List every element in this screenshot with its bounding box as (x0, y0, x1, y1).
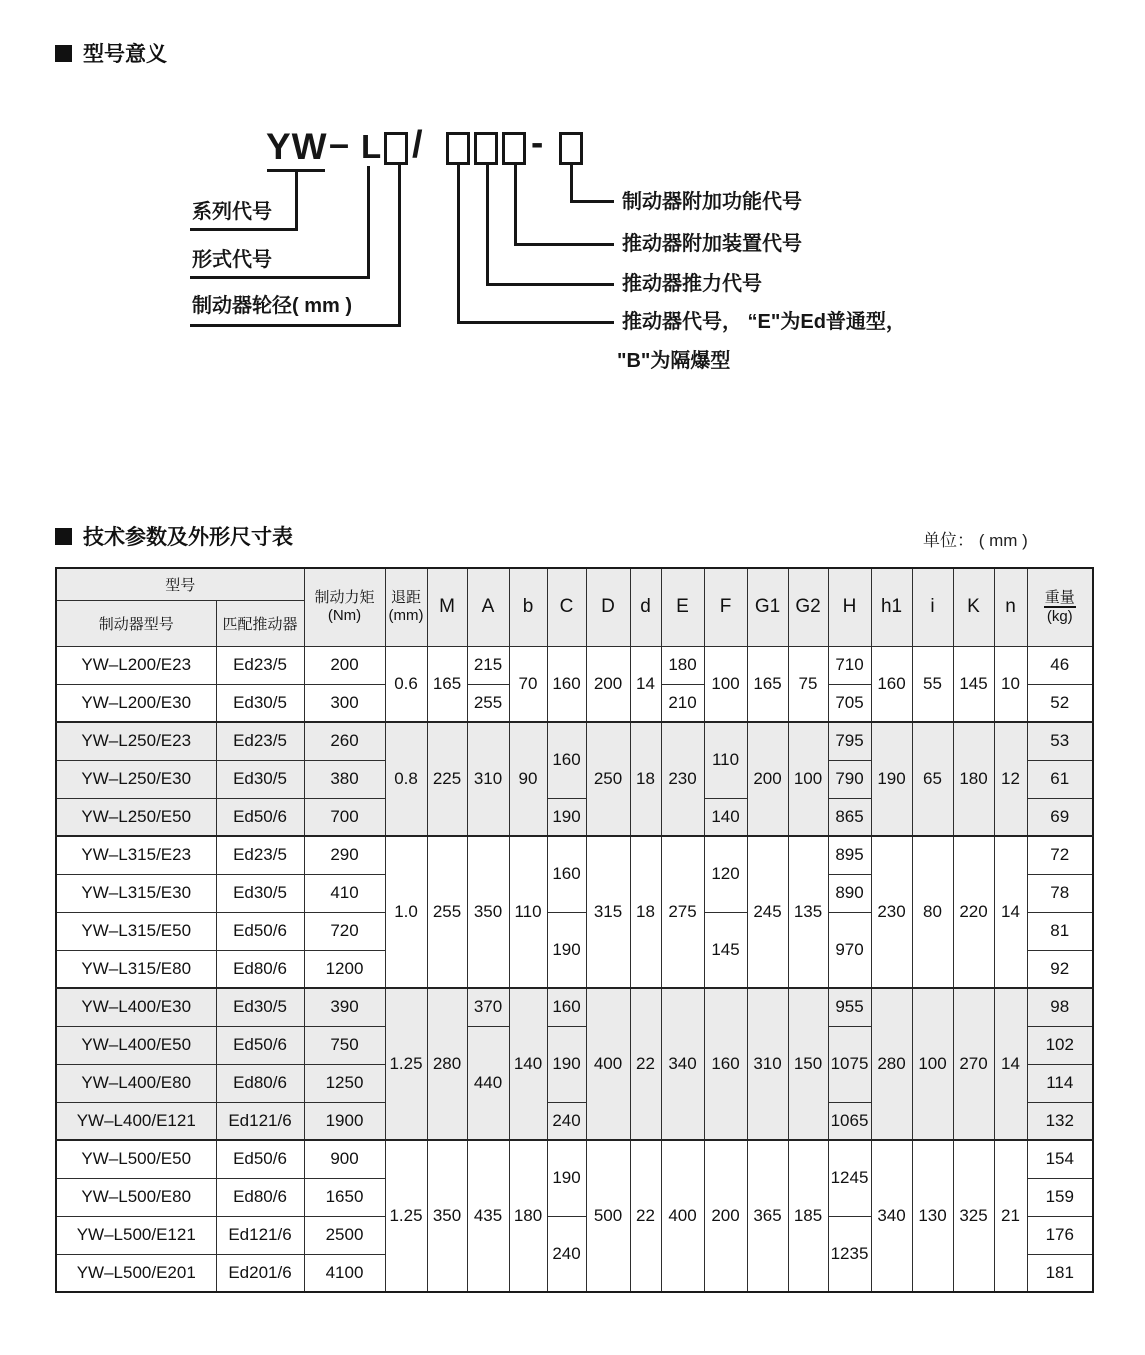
table-cell: 795 (828, 722, 871, 760)
unit-label: 单位： ( mm ) (923, 531, 1028, 550)
table-cell: 1200 (304, 950, 385, 988)
table-cell: 440 (467, 1026, 509, 1140)
table-cell: 14 (630, 646, 661, 722)
model-slash-text: / (412, 124, 423, 166)
table-cell: 114 (1027, 1064, 1093, 1102)
model-cell: YW–L500/E201 (56, 1254, 216, 1292)
table-cell: 14 (994, 988, 1027, 1140)
table-cell: 0.6 (385, 646, 427, 722)
model-code-diagram (0, 0, 1145, 460)
model-cell: YW–L400/E50 (56, 1026, 216, 1064)
thruster-cell: Ed121/6 (216, 1102, 304, 1140)
table-cell: 190 (547, 1140, 586, 1216)
table-cell: 0.8 (385, 722, 427, 836)
table-cell: 300 (304, 684, 385, 722)
table-cell: 145 (953, 646, 994, 722)
table-cell: 190 (547, 912, 586, 988)
col-header-d: d (630, 568, 661, 646)
model-cell: YW–L500/E121 (56, 1216, 216, 1254)
table-cell: 340 (871, 1140, 912, 1292)
col-header-h1: h1 (871, 568, 912, 646)
table-cell: 890 (828, 874, 871, 912)
table-cell: 270 (953, 988, 994, 1140)
table-cell: 290 (304, 836, 385, 874)
connector-line (367, 166, 370, 279)
table-cell: 160 (871, 646, 912, 722)
table-cell: 210 (661, 684, 704, 722)
table-cell: 895 (828, 836, 871, 874)
table-cell: 160 (547, 646, 586, 722)
table-cell: 1.0 (385, 836, 427, 988)
table-cell: 790 (828, 760, 871, 798)
table-cell: 65 (912, 722, 953, 836)
table-cell: 98 (1027, 988, 1093, 1026)
thruster-cell: Ed23/5 (216, 836, 304, 874)
table-cell: 380 (304, 760, 385, 798)
table-cell: 140 (509, 988, 547, 1140)
table-cell: 176 (1027, 1216, 1093, 1254)
table-cell: 1650 (304, 1178, 385, 1216)
col-header-F: F (704, 568, 747, 646)
thruster-cell: Ed121/6 (216, 1216, 304, 1254)
connector-line (295, 172, 298, 231)
table-cell: 130 (912, 1140, 953, 1292)
table-cell: 70 (509, 646, 547, 722)
table-cell: 245 (747, 836, 788, 988)
table-cell: 135 (788, 836, 828, 988)
table-cell: 970 (828, 912, 871, 988)
table-cell: 340 (661, 988, 704, 1140)
table-cell: 1065 (828, 1102, 871, 1140)
col-header-retract: 退距 (mm) (385, 568, 427, 646)
section-title-model-meaning: 型号意义 (83, 43, 167, 66)
table-cell: 200 (304, 646, 385, 684)
col-header-M: M (427, 568, 467, 646)
table-cell: 145 (704, 912, 747, 988)
model-cell: YW–L400/E80 (56, 1064, 216, 1102)
thruster-cell: Ed30/5 (216, 988, 304, 1026)
table-cell: 120 (704, 836, 747, 912)
table-cell: 1250 (304, 1064, 385, 1102)
table-cell: 400 (586, 988, 630, 1140)
table-cell: 165 (427, 646, 467, 722)
table-cell: 90 (509, 722, 547, 836)
table-cell: 325 (953, 1140, 994, 1292)
table-cell: 12 (994, 722, 1027, 836)
thruster-cell: Ed23/5 (216, 722, 304, 760)
col-header-K: K (953, 568, 994, 646)
table-cell: 200 (747, 722, 788, 836)
table-cell: 150 (788, 988, 828, 1140)
table-cell: 370 (467, 988, 509, 1026)
table-cell: 55 (912, 646, 953, 722)
table-cell: 435 (467, 1140, 509, 1292)
model-cell: YW–L500/E50 (56, 1140, 216, 1178)
table-cell: 140 (704, 798, 747, 836)
model-form-text: L (361, 128, 382, 165)
table-cell: 4100 (304, 1254, 385, 1292)
thruster-cell: Ed80/6 (216, 1178, 304, 1216)
col-header-A: A (467, 568, 509, 646)
table-cell: 230 (661, 722, 704, 836)
table-cell: 720 (304, 912, 385, 950)
table-cell: 230 (871, 836, 912, 988)
thruster-cell: Ed30/5 (216, 684, 304, 722)
thruster-cell: Ed30/5 (216, 760, 304, 798)
table-cell: 190 (871, 722, 912, 836)
thruster-cell: Ed50/6 (216, 1026, 304, 1064)
table-cell: 80 (912, 836, 953, 988)
table-cell: 1245 (828, 1140, 871, 1216)
table-cell: 2500 (304, 1216, 385, 1254)
table-cell: 500 (586, 1140, 630, 1292)
col-header-D: D (586, 568, 630, 646)
connector-line (570, 200, 614, 203)
table-cell: 350 (427, 1140, 467, 1292)
table-cell: 225 (427, 722, 467, 836)
table-cell: 865 (828, 798, 871, 836)
model-series-text: YW (266, 126, 328, 167)
connector-line (398, 165, 401, 327)
table-cell: 154 (1027, 1140, 1093, 1178)
table-cell: 185 (788, 1140, 828, 1292)
table-cell: 1235 (828, 1216, 871, 1292)
col-header-G1: G1 (747, 568, 788, 646)
col-header-H: H (828, 568, 871, 646)
col-header-brake-model: 制动器型号 (56, 600, 216, 646)
table-cell: 110 (704, 722, 747, 798)
table-cell: 410 (304, 874, 385, 912)
connector-line (190, 228, 298, 231)
model-cell: YW–L200/E23 (56, 646, 216, 684)
tech-params-table (55, 567, 1094, 1293)
table-cell: 52 (1027, 684, 1093, 722)
table-cell: 310 (747, 988, 788, 1140)
table-cell: 1.25 (385, 1140, 427, 1292)
code-box (559, 132, 583, 165)
label-brake-wheel-diameter: 制动器轮径( mm ) (192, 295, 352, 317)
table-cell: 700 (304, 798, 385, 836)
table-cell: 69 (1027, 798, 1093, 836)
connector-line (457, 321, 614, 324)
table-cell: 100 (912, 988, 953, 1140)
model-cell: YW–L315/E50 (56, 912, 216, 950)
table-cell: 180 (661, 646, 704, 684)
code-box (474, 132, 498, 165)
table-cell: 21 (994, 1140, 1027, 1292)
table-cell: 100 (704, 646, 747, 722)
code-box (502, 132, 526, 165)
table-cell: 900 (304, 1140, 385, 1178)
table-cell: 280 (427, 988, 467, 1140)
table-cell: 81 (1027, 912, 1093, 950)
table-cell: 180 (509, 1140, 547, 1292)
section-title-tech-params: 技术参数及外形尺寸表 (83, 526, 293, 549)
table-cell: 200 (704, 1140, 747, 1292)
table-cell: 315 (586, 836, 630, 988)
thruster-cell: Ed80/6 (216, 950, 304, 988)
connector-line (190, 324, 401, 327)
table-cell: 132 (1027, 1102, 1093, 1140)
table-cell: 260 (304, 722, 385, 760)
table-cell: 46 (1027, 646, 1093, 684)
table-cell: 190 (547, 798, 586, 836)
table-cell: 365 (747, 1140, 788, 1292)
table-cell: 78 (1027, 874, 1093, 912)
table-cell: 18 (630, 836, 661, 988)
thruster-cell: Ed30/5 (216, 874, 304, 912)
model-cell: YW–L250/E30 (56, 760, 216, 798)
model-dash-text: – (329, 123, 350, 164)
col-header-i: i (912, 568, 953, 646)
model-cell: YW–L400/E121 (56, 1102, 216, 1140)
table-cell: 220 (953, 836, 994, 988)
table-cell: 22 (630, 988, 661, 1140)
connector-line (514, 165, 517, 246)
label-thruster-extra-device-code: 推动器附加装置代号 (622, 233, 802, 255)
col-header-b: b (509, 568, 547, 646)
table-cell: 705 (828, 684, 871, 722)
label-series-code: 系列代号 (192, 201, 272, 223)
table-cell: 400 (661, 1140, 704, 1292)
table-cell: 955 (828, 988, 871, 1026)
table-cell: 100 (788, 722, 828, 836)
code-box (384, 132, 408, 165)
model-cell: YW–L400/E30 (56, 988, 216, 1026)
table-cell: 240 (547, 1102, 586, 1140)
model-cell: YW–L315/E30 (56, 874, 216, 912)
table-cell: 102 (1027, 1026, 1093, 1064)
table-cell: 180 (953, 722, 994, 836)
table-cell: 310 (467, 722, 509, 836)
col-header-E: E (661, 568, 704, 646)
table-cell: 1900 (304, 1102, 385, 1140)
table-cell: 61 (1027, 760, 1093, 798)
connector-line (457, 165, 460, 324)
model-cell: YW–L250/E23 (56, 722, 216, 760)
table-cell: 92 (1027, 950, 1093, 988)
connector-line (514, 243, 614, 246)
col-header-torque: 制动力矩 (Nm) (304, 568, 385, 646)
table-cell: 75 (788, 646, 828, 722)
table-cell: 22 (630, 1140, 661, 1292)
col-header-G2: G2 (788, 568, 828, 646)
label-thruster-thrust-code: 推动器推力代号 (622, 273, 762, 295)
thruster-cell: Ed80/6 (216, 1064, 304, 1102)
table-cell: 255 (427, 836, 467, 988)
table-cell: 160 (547, 722, 586, 798)
table-cell: 1075 (828, 1026, 871, 1102)
connector-line (486, 165, 489, 286)
table-cell: 1.25 (385, 988, 427, 1140)
section-heading-tech-params (55, 521, 293, 551)
model-hyphen-text: - (531, 122, 544, 163)
table-cell: 240 (547, 1216, 586, 1292)
connector-line (190, 276, 370, 279)
col-header-thruster: 匹配推动器 (216, 600, 304, 646)
table-cell: 215 (467, 646, 509, 684)
table-cell: 18 (630, 722, 661, 836)
thruster-cell: Ed50/6 (216, 912, 304, 950)
thruster-cell: Ed50/6 (216, 1140, 304, 1178)
model-cell: YW–L315/E80 (56, 950, 216, 988)
model-cell: YW–L250/E50 (56, 798, 216, 836)
col-header-model: 型号 (56, 568, 304, 600)
col-header-n: n (994, 568, 1027, 646)
col-header-weight: 重量 (kg) (1027, 568, 1093, 646)
thruster-cell: Ed50/6 (216, 798, 304, 836)
label-thruster-code-line1: 推动器代号， “E"为Ed普通型， (622, 311, 906, 333)
table-cell: 160 (704, 988, 747, 1140)
table-cell: 280 (871, 988, 912, 1140)
table-cell: 72 (1027, 836, 1093, 874)
table-cell: 200 (586, 646, 630, 722)
table-cell: 390 (304, 988, 385, 1026)
table-cell: 350 (467, 836, 509, 988)
label-form-code: 形式代号 (192, 249, 272, 271)
code-box (446, 132, 470, 165)
table-cell: 110 (509, 836, 547, 988)
table-cell: 159 (1027, 1178, 1093, 1216)
table-cell: 165 (747, 646, 788, 722)
table-cell: 10 (994, 646, 1027, 722)
thruster-cell: Ed201/6 (216, 1254, 304, 1292)
label-brake-extra-function-code: 制动器附加功能代号 (622, 191, 802, 213)
model-cell: YW–L200/E30 (56, 684, 216, 722)
table-cell: 190 (547, 1026, 586, 1102)
table-cell: 181 (1027, 1254, 1093, 1292)
model-cell: YW–L500/E80 (56, 1178, 216, 1216)
model-cell: YW–L315/E23 (56, 836, 216, 874)
table-cell: 750 (304, 1026, 385, 1064)
thruster-cell: Ed23/5 (216, 646, 304, 684)
col-header-C: C (547, 568, 586, 646)
table-cell: 14 (994, 836, 1027, 988)
table-cell: 255 (467, 684, 509, 722)
black-square-icon (55, 528, 72, 545)
table-cell: 710 (828, 646, 871, 684)
connector-line (570, 165, 573, 203)
table-cell: 250 (586, 722, 630, 836)
table-cell: 160 (547, 836, 586, 912)
table-cell: 160 (547, 988, 586, 1026)
table-cell: 53 (1027, 722, 1093, 760)
connector-line (486, 283, 614, 286)
label-thruster-code-line2: "B"为隔爆型 (617, 350, 731, 372)
table-cell: 275 (661, 836, 704, 988)
